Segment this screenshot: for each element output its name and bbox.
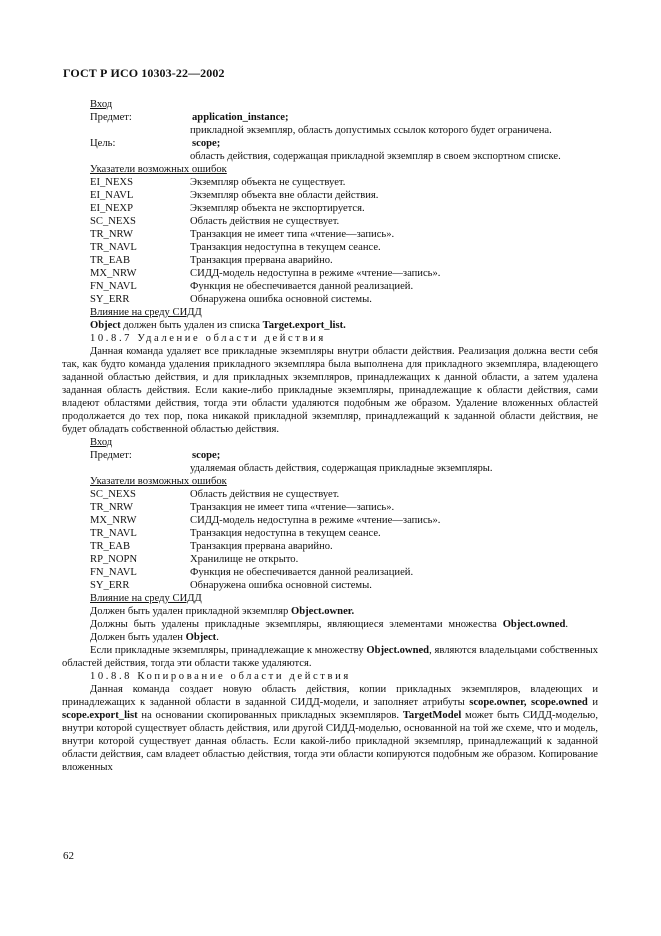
goal-description: область действия, содержащая прикладной экземпляр в своем экспортном списке. [190,151,561,162]
error-row [90,280,598,293]
error-list [90,488,598,592]
error-row [90,527,598,540]
error-row [90,202,598,215]
error-text: Функция не обеспечивается данной реализацией. [190,281,414,292]
error-code: TR_EAB [90,541,131,552]
error-code: FN_NAVL [90,567,137,578]
input-heading: Вход [90,437,113,448]
section-title-10-8-8: 10.8.8 Копирование области действия [90,671,351,682]
error-code: TR_NAVL [90,528,137,539]
subject-description: прикладной экземпляр, область допустимых ссылок которого будет ограничена. [190,125,552,136]
effect-line-2: Должны быть удалены прикладные экземпляры, являющиеся элементами множества Object.owned. [90,619,569,630]
error-text: Транзакция прервана аварийно. [190,255,333,266]
error-code: FN_NAVL [90,281,137,292]
error-code: SC_NEXS [90,216,136,227]
error-row [90,293,598,306]
effect-line-3: Должен быть удален Object. [90,632,219,643]
subject-row [90,449,598,462]
errors-heading: Указатели возможных ошибок [90,476,227,487]
error-row [90,254,598,267]
subject-row [90,111,598,124]
error-row [90,566,598,579]
page-number: 62 [63,850,74,862]
effect-heading: Влияние на среду СИДД [90,307,202,318]
error-row [90,228,598,241]
error-text: Хранилище не открыто. [190,554,299,565]
error-code: EI_NEXP [90,203,133,214]
error-text: Экземпляр объекта вне области действия. [190,190,379,201]
error-text: СИДД-модель недоступна в режиме «чтение—запись». [190,268,441,279]
error-text: СИДД-модель недоступна в режиме «чтение—запись». [190,515,441,526]
error-row [90,514,598,527]
section-paragraph: Данная команда создает новую область действия, копии прикладных экземпляров, владеющих и принадлежащих к заданной области в заданной СИДД-модели, и заполняет атрибуты scope.owner, scope.owned и scope.export_list на основании скопированных прикладных экземпляров. TargetModel может быть СИДД-моделью, внутри которой существует область действия, или другой СИДД-моделью, основанной на той же схеме, что и модель, внутри которой существует данная область. Если какой-либо прикладной экземпляр, принадлежащий к заданной области действия, сам владеет областью действия, тогда эти области копируются подобным же образом. Копирование вложенных [62,684,598,773]
error-text: Обнаружена ошибка основной системы. [190,580,372,591]
error-list [90,176,598,306]
effect-heading: Влияние на среду СИДД [90,593,202,604]
goal-row [90,137,598,150]
error-row [90,501,598,514]
section-paragraph: Данная команда удаляет все прикладные экземпляры внутри области действия. Реализация должна вести себя так, как будто команда удаления прикладного экземпляра была выполнена для прикладного экземпляра, владеющего заданной областью действия, и для прикладных экземпляров, принадлежащих к данной области, а затем удалена заданная область действия. Если какие-либо прикладные экземпляры, принадлежащие к области действия, сами владеют областями действия, тогда эти области удаляются подобным же образом. Удаление вложенных областей продолжается до тех пор, пока никакой прикладной экземпляр, принадлежащий к заданной области действия, не будет обладать собственной областью действия. [62,346,598,435]
error-text: Транзакция недоступна в текущем сеансе. [190,528,381,539]
error-code: MX_NRW [90,515,137,526]
error-code: RP_NOPN [90,554,138,565]
error-row [90,215,598,228]
effect-line-4: Если прикладные экземпляры, принадлежащие к множеству Object.owned, являются владельцами собственных областей действия, тогда эти области также удаляются. [62,645,598,669]
error-code: MX_NRW [90,268,137,279]
document-header: ГОСТ Р ИСО 10303-22—2002 [63,66,225,80]
error-row [90,241,598,254]
effect-statement: Object должен быть удален из списка Target.export_list. [90,320,346,331]
error-text: Экземпляр объекта не существует. [190,177,346,188]
error-row [90,189,598,202]
error-text: Транзакция недоступна в текущем сеансе. [190,242,381,253]
error-text: Функция не обеспечивается данной реализацией. [190,567,414,578]
error-code: TR_EAB [90,255,131,266]
error-text: Область действия не существует. [190,489,340,500]
error-row [90,553,598,566]
subject-value: scope; [192,450,221,461]
error-code: TR_NAVL [90,242,137,253]
goal-label: Цель: [90,138,116,149]
error-text: Обнаружена ошибка основной системы. [190,294,372,305]
goal-value: scope; [192,138,221,149]
subject-value: application_instance; [192,112,289,123]
section-title-10-8-7: 10.8.7 Удаление области действия [90,333,326,344]
subject-label: Предмет: [90,112,132,123]
error-row [90,176,598,189]
error-code: SY_ERR [90,294,130,305]
error-text: Транзакция не имеет типа «чтение—запись». [190,229,395,240]
error-row [90,579,598,592]
error-text: Экземпляр объекта не экспортируется. [190,203,365,214]
error-code: SY_ERR [90,580,130,591]
error-row [90,540,598,553]
error-text: Транзакция прервана аварийно. [190,541,333,552]
error-code: TR_NRW [90,229,133,240]
error-code: SC_NEXS [90,489,136,500]
error-text: Транзакция не имеет типа «чтение—запись». [190,502,395,513]
subject-label: Предмет: [90,450,132,461]
error-row [90,267,598,280]
error-code: EI_NEXS [90,177,133,188]
error-text: Область действия не существует. [190,216,340,227]
errors-heading: Указатели возможных ошибок [90,164,227,175]
error-code: TR_NRW [90,502,133,513]
error-code: EI_NAVL [90,190,134,201]
body-text [62,98,598,774]
effect-line-1: Должен быть удален прикладной экземпляр Object.owner. [90,606,355,617]
error-row [90,488,598,501]
input-heading: Вход [90,99,113,110]
subject-description: удаляемая область действия, содержащая прикладные экземпляры. [190,463,493,474]
